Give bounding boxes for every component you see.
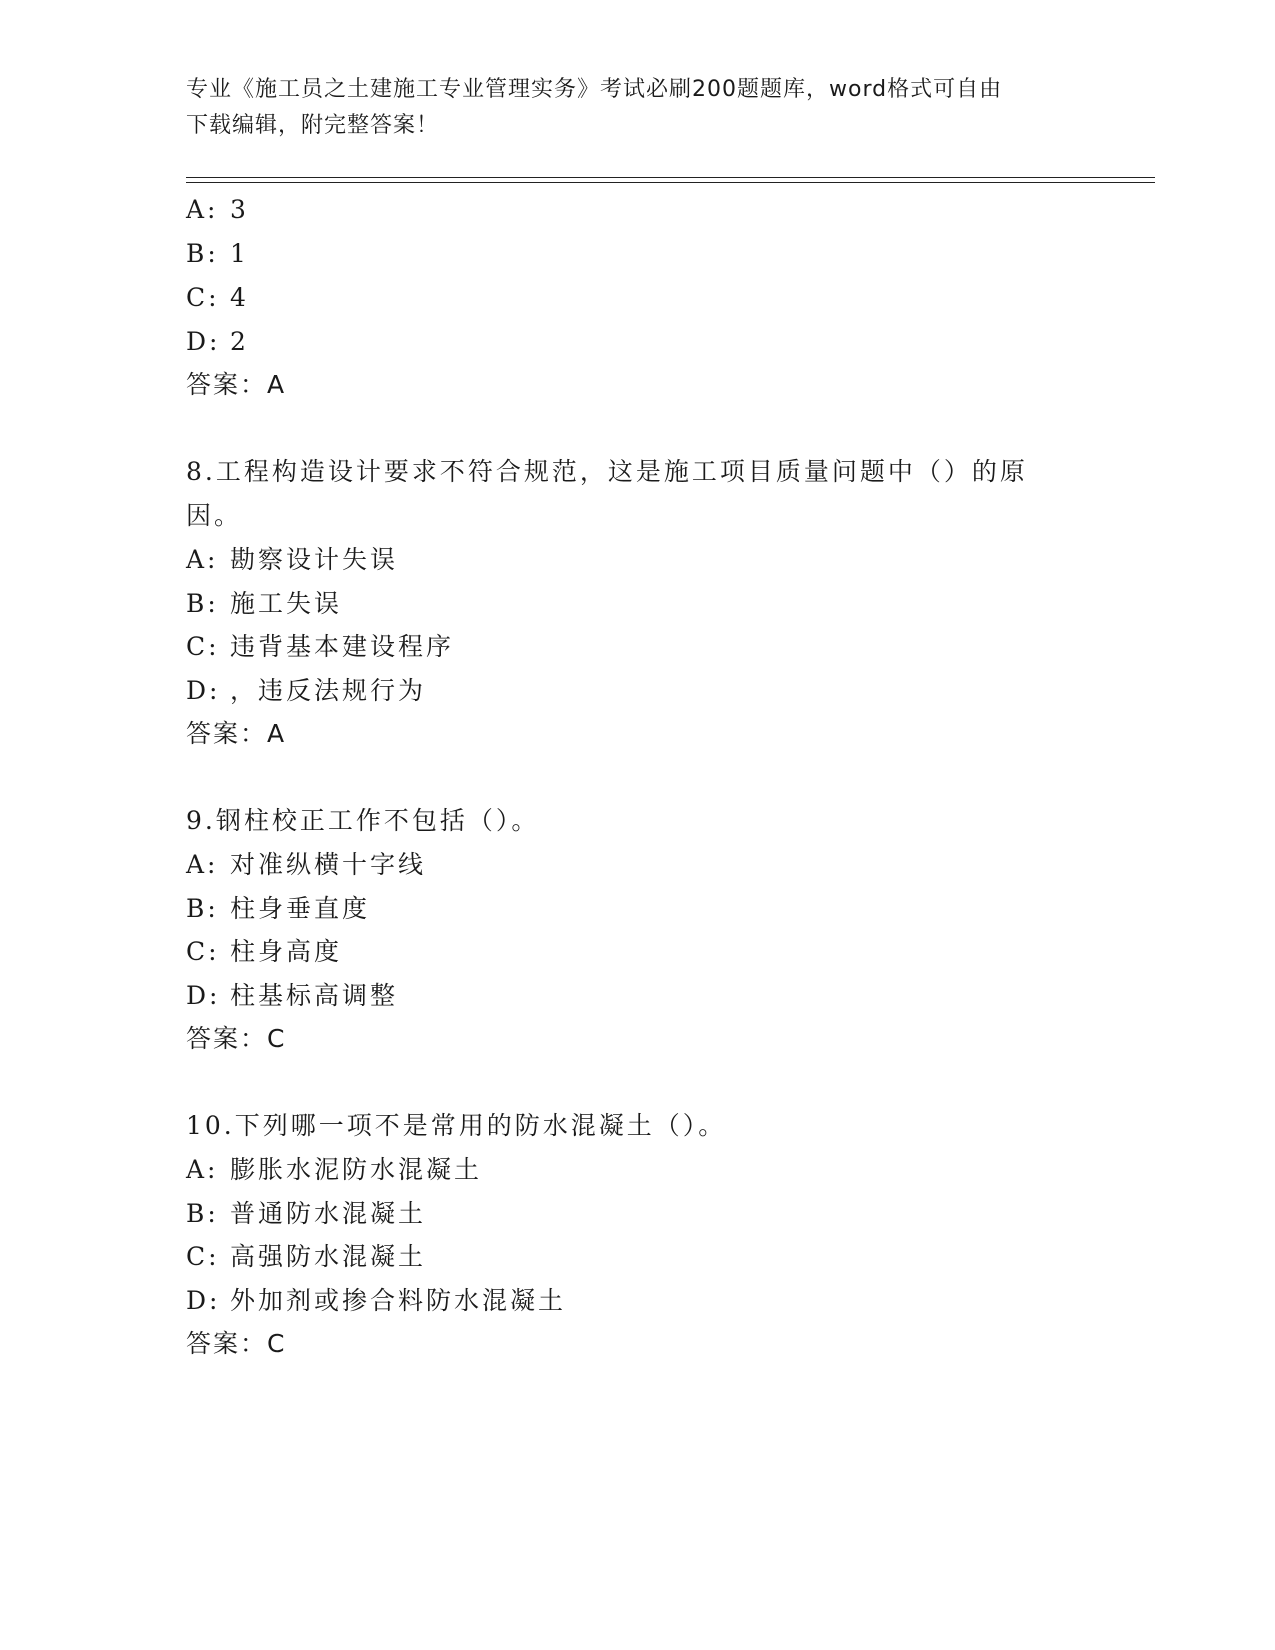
option-letter: A: — [186, 545, 219, 574]
option-letter: A: — [186, 195, 219, 224]
q10-answer: 答案：C — [186, 1329, 287, 1358]
option-text: 膨胀水泥防水混凝土 — [230, 1155, 483, 1184]
q9-option-c — [186, 936, 342, 968]
header-line-1: 专业《施工员之土建施工专业管理实务》考试必刷200题题库，word格式可自由 — [186, 77, 1003, 102]
q9-stem-line-1: 9.钢柱校正工作不包括（）。 — [186, 806, 540, 835]
option-text: 1 — [230, 239, 249, 268]
q7-option-d — [186, 326, 249, 358]
q10-option-c — [186, 1241, 426, 1273]
q8-stem-line-1: 8.工程构造设计要求不符合规范，这是施工项目质量问题中（）的原 — [186, 457, 1028, 486]
option-letter: D: — [186, 327, 221, 356]
option-letter: C: — [186, 937, 220, 966]
q10-option-a — [186, 1154, 482, 1186]
q10-stem-line-1: 10.下列哪一项不是常用的防水混凝土（）。 — [186, 1111, 727, 1140]
option-letter: B: — [186, 589, 219, 618]
option-letter: D: — [186, 1286, 221, 1315]
option-text: 柱身垂直度 — [230, 894, 371, 923]
option-text: 普通防水混凝土 — [230, 1199, 427, 1228]
header-divider-top — [186, 177, 1155, 178]
document-header — [186, 72, 1066, 144]
q8-stem-line-2: 因。 — [186, 501, 243, 530]
q10-option-d — [186, 1285, 566, 1317]
option-text: 2 — [230, 327, 249, 356]
option-text: 勘察设计失误 — [230, 545, 399, 574]
option-text: 施工失误 — [230, 589, 343, 618]
option-text: 柱身高度 — [230, 937, 343, 966]
q7-option-b — [186, 238, 249, 270]
option-text: 高强防水混凝土 — [230, 1242, 427, 1271]
option-text: 违背基本建设程序 — [230, 632, 455, 661]
q9-option-d — [186, 980, 398, 1012]
q9-answer: 答案：C — [186, 1024, 287, 1053]
option-letter: C: — [186, 632, 220, 661]
option-letter: B: — [186, 239, 219, 268]
q7-option-c — [186, 282, 249, 314]
q8-option-d — [186, 675, 426, 707]
option-letter: A: — [186, 1155, 219, 1184]
q8-answer: 答案：A — [186, 719, 287, 748]
q8-option-b — [186, 588, 342, 620]
q10-option-b — [186, 1198, 426, 1230]
option-text: 外加剂或掺合料防水混凝土 — [230, 1286, 567, 1315]
q9-option-b — [186, 893, 370, 925]
header-divider-bottom — [186, 182, 1155, 183]
option-letter: B: — [186, 1199, 219, 1228]
option-letter: D: — [186, 676, 221, 705]
option-letter: C: — [186, 1242, 220, 1271]
q8-option-c — [186, 631, 454, 663]
option-text: 4 — [230, 283, 249, 312]
option-text: ，违反法规行为 — [230, 676, 427, 705]
option-text: 对准纵横十字线 — [230, 850, 427, 879]
option-letter: A: — [186, 850, 219, 879]
option-letter: B: — [186, 894, 219, 923]
option-letter: C: — [186, 283, 220, 312]
q9-option-a — [186, 849, 426, 881]
option-text: 3 — [230, 195, 249, 224]
header-line-2: 下载编辑，附完整答案！ — [186, 113, 440, 138]
q8-option-a — [186, 544, 398, 576]
option-text: 柱基标高调整 — [230, 981, 399, 1010]
option-letter: D: — [186, 981, 221, 1010]
q7-answer: 答案：A — [186, 370, 287, 399]
q7-option-a — [186, 194, 249, 226]
